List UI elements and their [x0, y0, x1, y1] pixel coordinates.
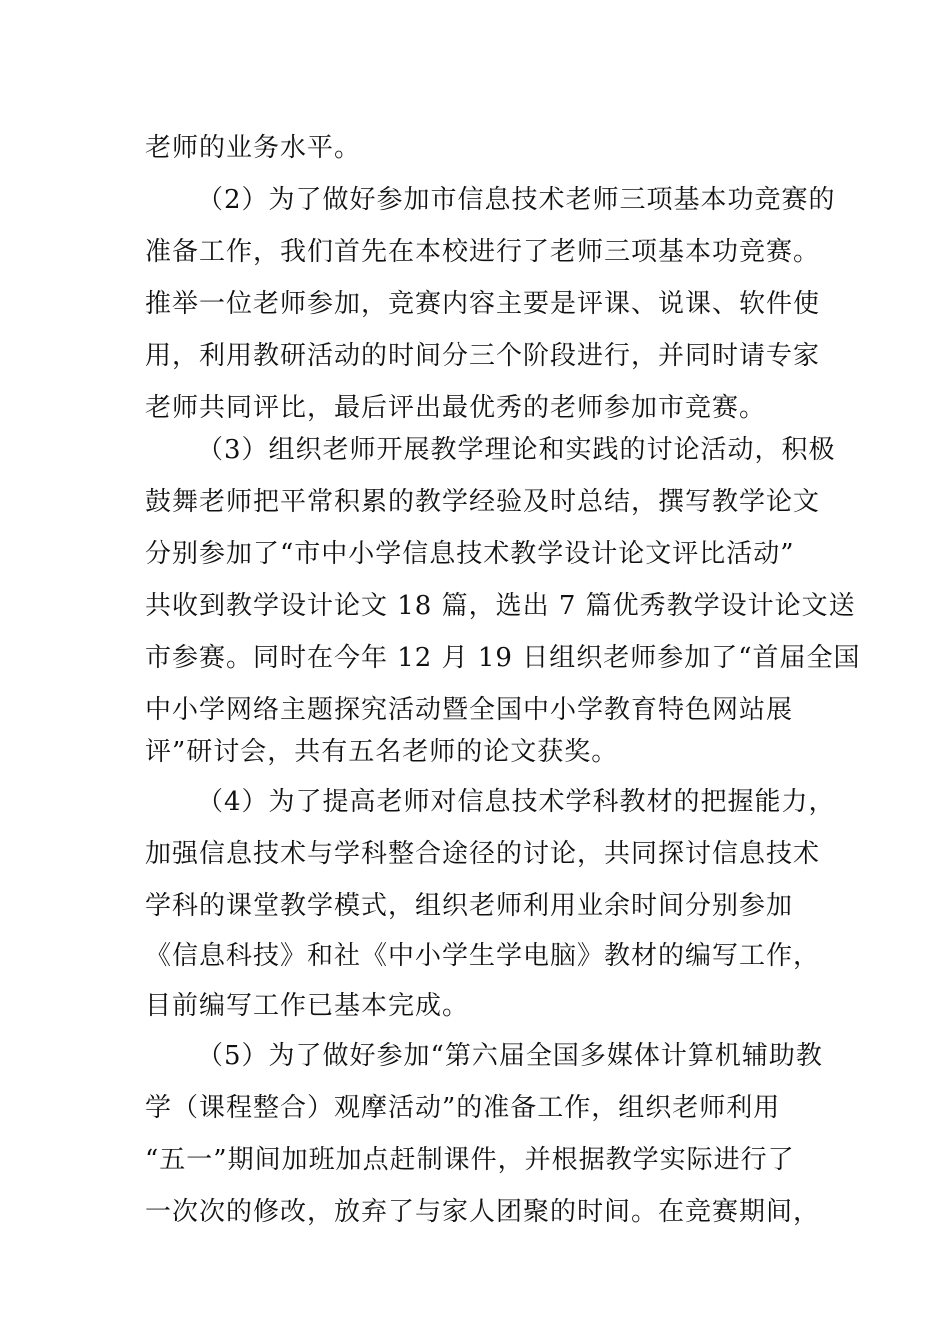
text-line-8: 鼓舞老师把平常积累的教学经验及时总结，撰写教学论文: [145, 487, 821, 517]
text-line-3: 准备工作，我们首先在本校进行了老师三项基本功竞赛。: [145, 237, 821, 267]
paragraph-5-start: （5）为了做好参加“第六届全国多媒体计算机辅助教: [197, 1041, 823, 1071]
paragraph-2-start: （2）为了做好参加市信息技术老师三项基本功竞赛的: [197, 185, 836, 215]
paragraph-4-start: （4）为了提高老师对信息技术学科教材的把握能力，: [197, 787, 836, 817]
text-line-5: 用，利用教研活动的时间分三个阶段进行，并同时请专家: [145, 341, 821, 371]
text-line-9: 分别参加了“市中小学信息技术教学设计论文评比活动”: [145, 539, 795, 569]
text-line-12: 中小学网络主题探究活动暨全国中小学教育特色网站展: [145, 695, 794, 725]
text-line-15: 加强信息技术与学科整合途径的讨论，共同探讨信息技术: [145, 839, 821, 869]
text-line-1: 老师的业务水平。: [145, 133, 362, 163]
text-line-13: 评”研讨会，共有五名老师的论文获奖。: [145, 737, 619, 767]
paragraph-3-start: （3）组织老师开展教学理论和实践的讨论活动，积极: [197, 435, 836, 465]
text-line-16: 学科的课堂教学模式，组织老师利用业余时间分别参加: [145, 891, 794, 921]
text-line-21: “五一”期间加班加点赶制课件，并根据教学实际进行了: [145, 1145, 795, 1175]
text-line-22: 一次次的修改，放弃了与家人团聚的时间。在竞赛期间，: [145, 1197, 821, 1227]
text-line-17: 《信息科技》和社《中小学生学电脑》教材的编写工作，: [145, 941, 821, 971]
text-line-20: 学（课程整合）观摩活动”的准备工作，组织老师利用: [145, 1093, 781, 1123]
text-line-10: 共收到教学设计论文 18 篇，选出 7 篇优秀教学设计论文送: [145, 591, 856, 621]
text-line-18: 目前编写工作已基本完成。: [145, 991, 470, 1021]
text-line-6: 老师共同评比，最后评出最优秀的老师参加市竞赛。: [145, 393, 767, 423]
text-line-4: 推举一位老师参加，竞赛内容主要是评课、说课、软件使: [145, 289, 821, 319]
text-line-11: 市参赛。同时在今年 12 月 19 日组织老师参加了“首届全国: [145, 643, 861, 673]
